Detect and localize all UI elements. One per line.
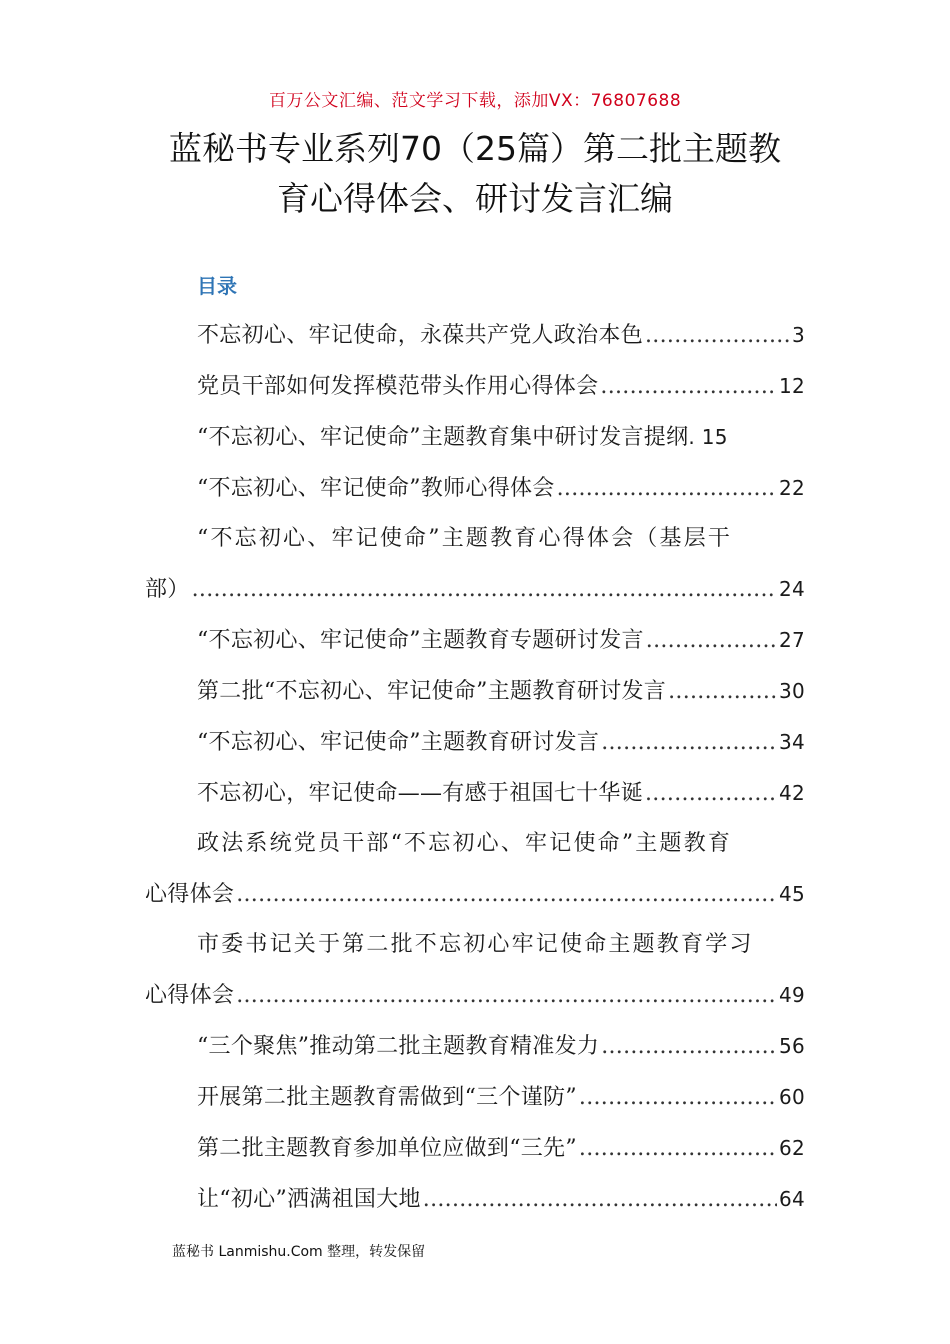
dot-leader <box>601 718 777 768</box>
toc-entry-13[interactable] <box>145 1072 805 1123</box>
toc-entry-page: 30 <box>778 679 805 703</box>
dot-leader <box>668 667 777 717</box>
document-title-line-1: 蓝秘书专业系列70（25篇）第二批主题教 <box>169 129 781 168</box>
toc-entry-8[interactable] <box>145 717 805 768</box>
toc-entry-page: 56 <box>778 1034 805 1058</box>
toc-entry-title-line-2: 部） <box>145 577 190 602</box>
dot-leader <box>192 565 777 615</box>
toc-entry-2[interactable] <box>145 361 805 412</box>
toc-entry-6[interactable] <box>145 615 805 666</box>
toc-entry-7[interactable] <box>145 666 805 717</box>
dot-leader <box>645 311 790 361</box>
toc-entry-title-line-2: 心得体会 <box>145 882 235 907</box>
dot-leader <box>645 769 777 819</box>
dot-leader <box>236 971 777 1021</box>
toc-entry-title-line-1: 市委书记关于第二批不忘初心牢记使命主题教育学习 <box>197 932 754 957</box>
toc-entry-page: 45 <box>778 882 805 906</box>
toc-entry-15[interactable] <box>145 1174 805 1225</box>
toc-entry-title: 开展第二批主题教育需做到“三个谨防” <box>197 1085 577 1110</box>
dot-leader <box>579 1124 777 1174</box>
toc-entry-title: “三个聚焦”推动第二批主题教育精准发力 <box>197 1034 600 1059</box>
toc-entry-title-line-2-row <box>145 970 805 1021</box>
toc-entry-page: 64 <box>778 1187 805 1211</box>
toc-entry-page: 42 <box>778 781 805 805</box>
dot-leader <box>423 1175 777 1225</box>
toc-entry-14[interactable] <box>145 1123 805 1174</box>
toc-heading: 目录 <box>197 274 237 298</box>
toc-entry-title: 第二批主题教育参加单位应做到“三先” <box>197 1136 577 1161</box>
dot-leader <box>601 1022 777 1072</box>
toc-entry-3[interactable] <box>145 412 805 463</box>
toc-entry-page: . 15 <box>688 425 728 449</box>
document-title-line-2: 育心得体会、研讨发言汇编 <box>277 179 673 218</box>
toc-entry-title: 党员干部如何发挥模范带头作用心得体会 <box>197 374 599 399</box>
toc-entry-page: 34 <box>778 730 805 754</box>
toc-entry-title-line-2: 心得体会 <box>145 983 235 1008</box>
toc-entry-10[interactable] <box>145 819 805 920</box>
toc-entry-page: 62 <box>778 1136 805 1160</box>
document-title <box>0 124 950 224</box>
toc-entry-title-line-2-row <box>145 869 805 920</box>
toc-entry-page: 49 <box>778 983 805 1007</box>
toc-entry-11[interactable] <box>145 920 805 1021</box>
toc-entry-title-line-1: “不忘初心、牢记使命”主题教育心得体会（基层干 <box>197 526 733 551</box>
table-of-contents <box>145 310 805 1225</box>
toc-entry-12[interactable] <box>145 1021 805 1072</box>
toc-entry-title: 不忘初心、牢记使命，永葆共产党人政治本色 <box>197 323 644 348</box>
toc-entry-title-line-2-row <box>145 564 805 615</box>
toc-entry-page: 12 <box>778 374 805 398</box>
toc-entry-page: 3 <box>791 323 805 347</box>
toc-entry-5[interactable] <box>145 514 805 615</box>
toc-entry-page: 27 <box>778 628 805 652</box>
toc-entry-title: “不忘初心、牢记使命”主题教育专题研讨发言 <box>197 628 644 653</box>
dot-leader <box>236 870 777 920</box>
toc-entry-1[interactable] <box>145 310 805 361</box>
footer-note: 蓝秘书 Lanmishu.Com 整理，转发保留 <box>172 1244 426 1260</box>
toc-entry-title: “不忘初心、牢记使命”主题教育集中研讨发言提纲 <box>197 425 689 450</box>
dot-leader <box>600 362 777 412</box>
promo-banner: 百万公文汇编、范文学习下载，添加VX：76807688 <box>268 91 682 111</box>
dot-leader <box>646 616 777 666</box>
toc-entry-4[interactable] <box>145 463 805 514</box>
toc-entry-title: “不忘初心、牢记使命”教师心得体会 <box>197 476 555 501</box>
toc-entry-9[interactable] <box>145 768 805 819</box>
dot-leader <box>557 464 777 514</box>
dot-leader <box>579 1073 777 1123</box>
toc-entry-page: 60 <box>778 1085 805 1109</box>
toc-entry-page: 22 <box>778 476 805 500</box>
toc-entry-title: 第二批“不忘初心、牢记使命”主题教育研讨发言 <box>197 679 667 704</box>
toc-entry-title: “不忘初心、牢记使命”主题教育研讨发言 <box>197 730 600 755</box>
toc-entry-title: 让“初心”洒满祖国大地 <box>197 1187 421 1212</box>
toc-entry-page: 24 <box>778 577 805 601</box>
toc-entry-title: 不忘初心，牢记使命——有感于祖国七十华诞 <box>197 781 644 806</box>
toc-entry-title-line-1: 政法系统党员干部“不忘初心、牢记使命”主题教育 <box>197 831 733 856</box>
